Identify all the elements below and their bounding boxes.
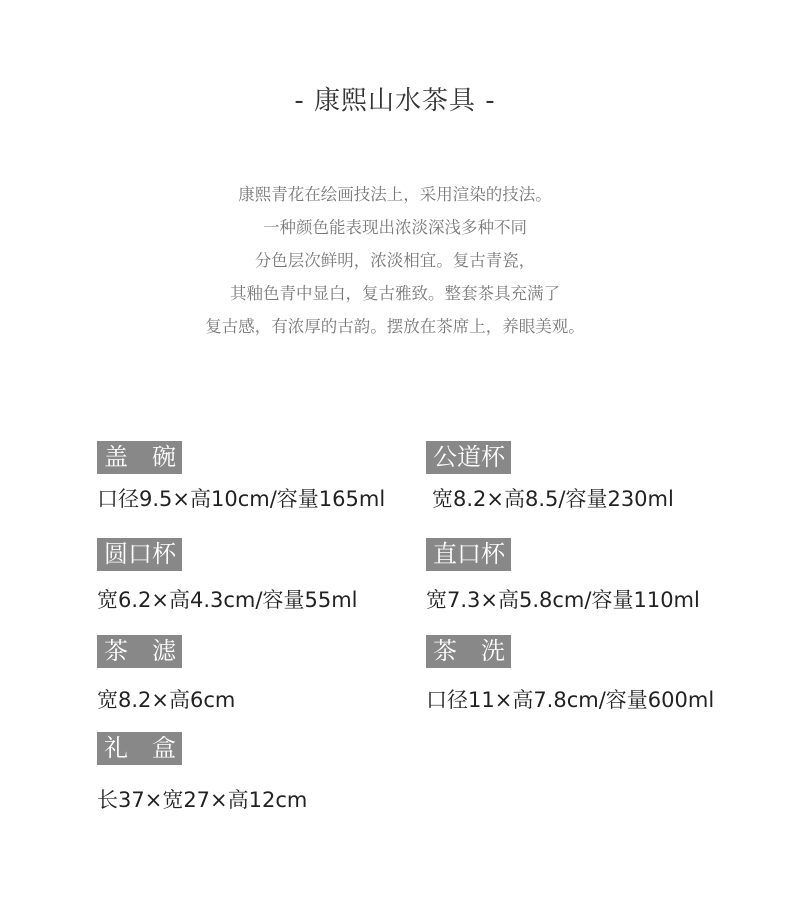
description-line: 复古感，有浓厚的古韵。摆放在茶席上，养眼美观。 [205,317,585,336]
spec-label: 礼 盒 [97,732,182,765]
spec-straight-cup [426,538,700,615]
spec-value: 宽8.2×高6cm [97,688,236,712]
description-line: 康熙青花在绘画技法上，采用渲染的技法。 [238,185,552,204]
spec-value: 口径9.5×高10cm/容量165ml [97,487,386,511]
spec-value: 宽7.3×高5.8cm/容量110ml [426,588,700,612]
page-title: - 康熙山水茶具 - [294,86,496,116]
description [0,178,790,343]
spec-value: 宽6.2×高4.3cm/容量55ml [97,588,358,612]
spec-value: 宽8.2×高8.5/容量230ml [432,487,674,511]
spec-gift-box [97,732,307,815]
spec-value: 长37×宽27×高12cm [97,788,308,812]
description-line: 分色层次鲜明，浓淡相宜。复古青瓷， [254,251,536,270]
spec-gongdaobei [426,441,674,514]
spec-label: 圆口杯 [97,538,182,571]
description-line: 其釉色青中显白，复古雅致。整套茶具充满了 [230,284,560,303]
spec-label: 直口杯 [426,538,511,571]
spec-label: 茶 洗 [426,635,511,668]
spec-tea-washer [426,635,714,715]
description-line: 一种颜色能表现出浓淡深浅多种不同 [263,218,527,237]
spec-gaiwan [97,441,385,514]
spec-value: 口径11×高7.8cm/容量600ml [426,688,715,712]
spec-round-cup [97,538,357,615]
spec-label: 盖 碗 [97,441,182,474]
spec-label: 公道杯 [426,441,511,474]
spec-tea-strainer [97,635,235,715]
spec-label: 茶 滤 [97,635,182,668]
